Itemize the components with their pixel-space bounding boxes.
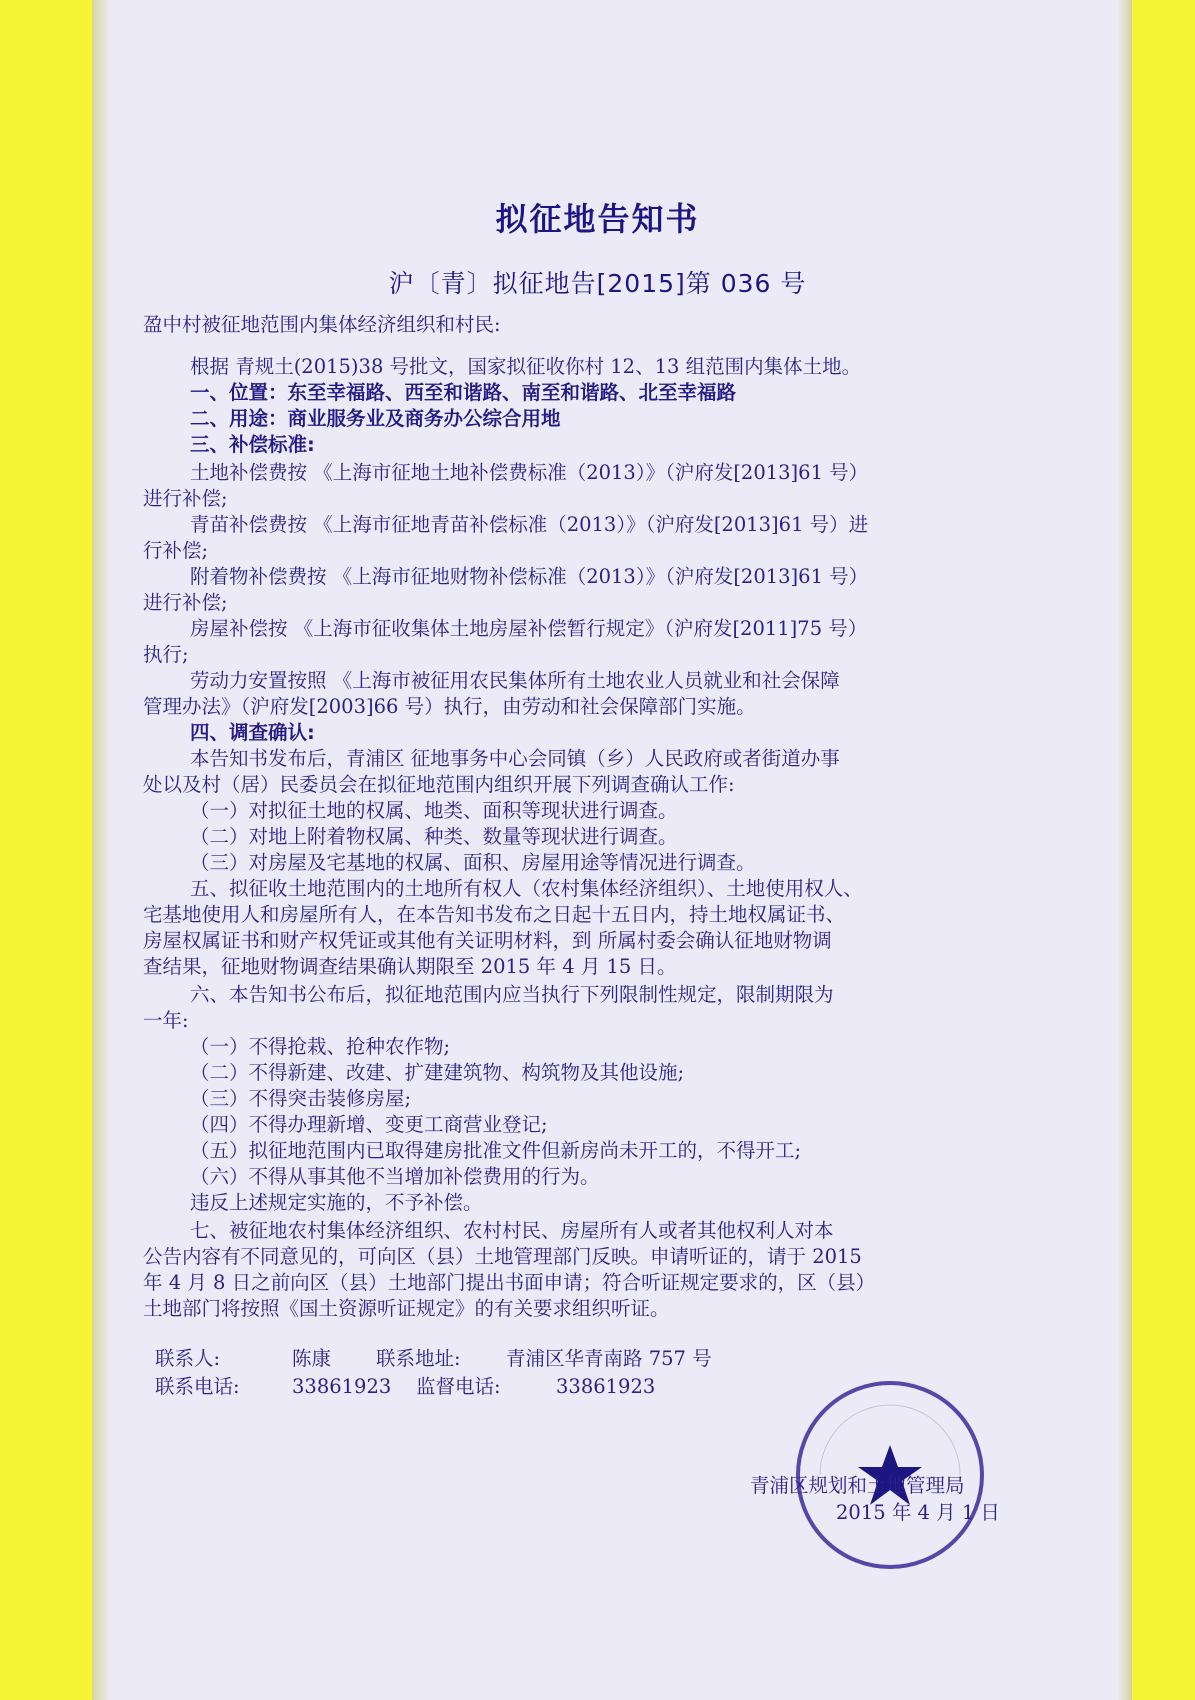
- supervise-phone-label: 监督电话:: [416, 1375, 501, 1398]
- compensation-labor-line1: 劳动力安置按照 《上海市被征用农民集体所有土地农业人员就业和社会保障: [190, 669, 840, 692]
- section7-line3: 年 4 月 8 日之前向区（县）土地部门提出书面申请；符合听证规定要求的，区（县）: [143, 1271, 876, 1294]
- restriction-item-2: （二）不得新建、改建、扩建建筑物、构筑物及其他设施;: [190, 1061, 685, 1084]
- compensation-housing-line2: 执行;: [143, 643, 189, 666]
- contact-phone: 33861923: [292, 1375, 392, 1398]
- compensation-housing-line1: 房屋补偿按 《上海市征收集体土地房屋补偿暂行规定》（沪府发[2011]75 号）: [190, 617, 868, 640]
- contact-address: 青浦区华青南路 757 号: [506, 1347, 712, 1370]
- contact-person: 陈康: [292, 1347, 332, 1370]
- document-title: 拟征地告知书: [495, 200, 700, 238]
- section7-line2: 公告内容有不同意见的，可向区（县）土地管理部门反映。申请听证的，请于 2015: [143, 1245, 862, 1268]
- contact-address-label: 联系地址:: [376, 1347, 461, 1370]
- restriction-violation-note: 违反上述规定实施的，不予补偿。: [190, 1191, 483, 1214]
- intro-paragraph: 根据 青规土(2015)38 号批文，国家拟征收你村 12、13 组范围内集体土地。: [190, 355, 862, 378]
- document-number: 沪〔青〕拟征地告[2015]第 036 号: [388, 269, 807, 298]
- survey-item-1: （一）对拟征土地的权属、地类、面积等现状进行调查。: [190, 799, 678, 822]
- section7-line1: 七、被征地农村集体经济组织、农村村民、房屋所有人或者其他权利人对本: [190, 1219, 834, 1242]
- section5-line1: 五、拟征收土地范围内的土地所有权人（农村集体经济组织）、土地使用权人、: [190, 877, 863, 900]
- restriction-item-4: （四）不得办理新增、变更工商营业登记;: [190, 1113, 548, 1136]
- restriction-item-5: （五）拟征地范围内已取得建房批准文件但新房尚未开工的，不得开工;: [190, 1139, 802, 1162]
- compensation-land-line2: 进行补偿;: [143, 487, 228, 510]
- section-location: 一、位置：东至幸福路、西至和谐路、南至和谐路、北至幸福路: [190, 381, 737, 404]
- contact-phone-label: 联系电话:: [155, 1375, 240, 1398]
- section-survey-heading: 四、调查确认:: [190, 721, 315, 744]
- survey-item-2: （二）对地上附着物权属、种类、数量等现状进行调查。: [190, 825, 678, 848]
- section-usage: 二、用途：商业服务业及商务办公综合用地: [190, 407, 561, 430]
- section5-line3: 房屋权属证书和财产权凭证或其他有关证明材料，到 所属村委会确认征地财物调: [143, 929, 832, 952]
- contact-person-label: 联系人:: [155, 1347, 221, 1370]
- issue-date: 2015 年 4 月 1 日: [836, 1501, 1000, 1524]
- addressee: 盈中村被征地范围内集体经济组织和村民:: [143, 313, 501, 336]
- section6-line1: 六、本告知书公布后，拟征地范围内应当执行下列限制性规定，限制期限为: [190, 983, 834, 1006]
- restriction-item-3: （三）不得突击装修房屋;: [190, 1087, 412, 1110]
- section5-line2: 宅基地使用人和房屋所有人，在本告知书发布之日起十五日内，持土地权属证书、: [143, 903, 846, 926]
- compensation-attachments-line1: 附着物补偿费按 《上海市征地财物补偿标准（2013）》（沪府发[2013]61 号）: [190, 565, 869, 588]
- survey-item-3: （三）对房屋及宅基地的权属、面积、房屋用途等情况进行调查。: [190, 851, 756, 874]
- compensation-attachments-line2: 进行补偿;: [143, 591, 228, 614]
- survey-paragraph-line2: 处以及村（居）民委员会在拟征地范围内组织开展下列调查确认工作:: [143, 773, 735, 796]
- section5-line4: 查结果，征地财物调查结果确认期限至 2015 年 4 月 15 日。: [143, 955, 677, 978]
- compensation-crops-line2: 行补偿;: [143, 539, 209, 562]
- section7-line4: 土地部门将按照《国土资源听证规定》的有关要求组织听证。: [143, 1297, 670, 1320]
- restriction-item-6: （六）不得从事其他不当增加补偿费用的行为。: [190, 1165, 600, 1188]
- survey-paragraph-line1: 本告知书发布后，青浦区 征地事务中心会同镇（乡）人民政府或者街道办事: [190, 747, 840, 770]
- supervise-phone: 33861923: [556, 1375, 656, 1398]
- section6-line2: 一年:: [143, 1009, 189, 1032]
- compensation-crops-line1: 青苗补偿费按 《上海市征地青苗补偿标准（2013）》（沪府发[2013]61 号）进: [190, 513, 869, 536]
- restriction-item-1: （一）不得抢栽、抢种农作物;: [190, 1035, 451, 1058]
- compensation-land-line1: 土地补偿费按 《上海市征地土地补偿费标准（2013）》（沪府发[2013]61 号）: [190, 461, 869, 484]
- issuer-name: 青浦区规划和土地管理局: [750, 1474, 965, 1497]
- compensation-labor-line2: 管理办法》（沪府发[2003]66 号）执行，由劳动和社会保障部门实施。: [143, 695, 756, 718]
- section-compensation-heading: 三、补偿标准:: [190, 433, 315, 456]
